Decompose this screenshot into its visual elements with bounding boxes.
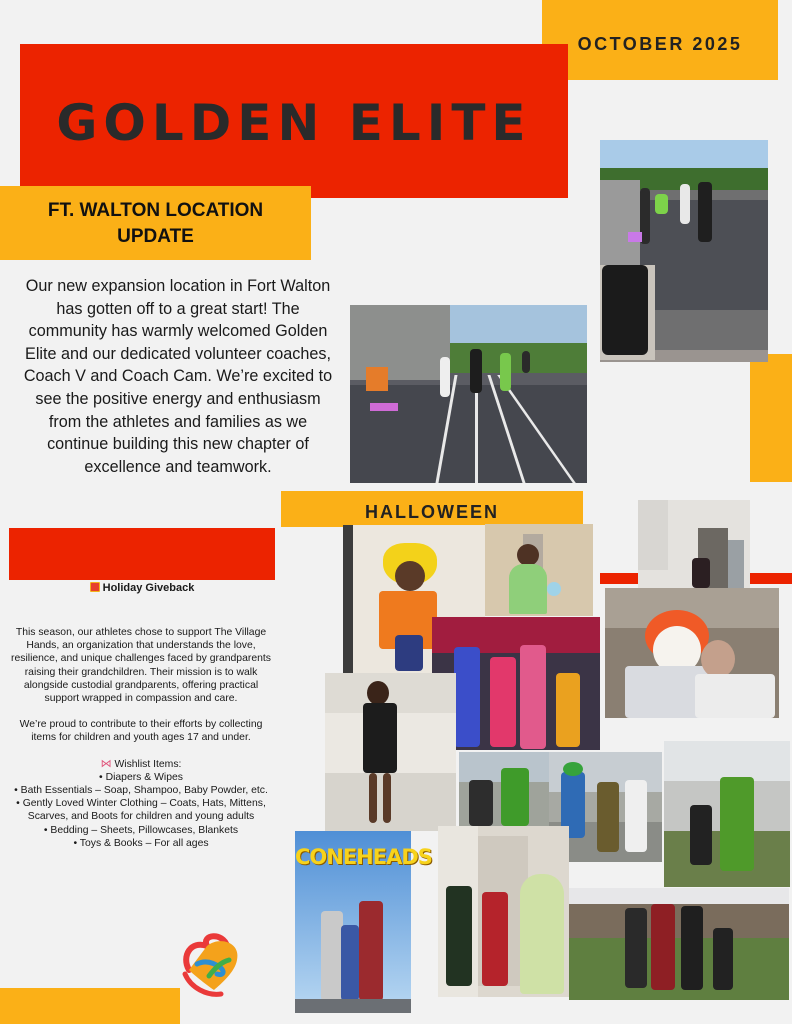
giveback-content <box>7 626 275 850</box>
ftwalton-heading-line1: FT. WALTON LOCATION <box>47 200 264 221</box>
giveback-paragraph-2: We’re proud to contribute to their efforts by collecting items for children and youth ages 17 and under. <box>19 719 263 744</box>
track-photo-top-right <box>600 140 768 362</box>
gift-icon <box>90 582 100 592</box>
ftwalton-heading <box>0 198 311 250</box>
issue-date: OCTOBER 2025 <box>577 34 743 54</box>
ftwalton-body: Our new expansion location in Fort Walton has gotten off to a great start! The community has warmly welcomed Golden Elite and our dedicated volunteer coaches, Coach V and Coach Cam. We’re excited to see the positive energy and enthusiasm from the athletes and families as we continue building this new chapter of excellence and teamwork. <box>23 277 333 476</box>
costume-photo-kitchen <box>638 500 750 588</box>
wishlist-item: • Toys & Books – For all ages <box>73 837 209 849</box>
newsletter-title: GOLDEN ELITE <box>56 94 532 152</box>
bow-icon: ⋈ <box>100 757 112 770</box>
coneheads-poster <box>295 831 432 1013</box>
bottom-accent-block <box>0 988 180 1024</box>
poster-title: CONEHEADS <box>295 845 432 869</box>
village-hands-logo <box>177 926 251 1000</box>
costume-photo-outdoor <box>664 741 790 887</box>
giveback-heading-label: Holiday Giveback <box>102 582 195 594</box>
track-photo-middle <box>350 305 587 483</box>
costume-photo-doorway <box>438 826 569 997</box>
giveback-paragraph-1: This season, our athletes chose to support The Village Hands, an organization that understands the love, resilience, and unique challenges faced by grandparents raising their grandchildren. Their mission is to walk alongside custodial grandparents, offering practical support wrapped in compassion and care. <box>11 627 271 705</box>
ftwalton-heading-line2: UPDATE <box>117 226 194 247</box>
wishlist-item: • Gently Loved Winter Clothing – Coats, Hats, Mittens, Scarves, and Boots for children and young adults <box>16 798 266 823</box>
costume-photo-power-rangers <box>432 617 600 750</box>
wishlist-item: • Bedding – Sheets, Pillowcases, Blankets <box>43 824 239 836</box>
costume-photo-black-dress <box>325 673 456 831</box>
wishlist-item: • Bath Essentials – Soap, Shampoo, Baby Powder, etc. <box>14 785 268 797</box>
costume-photo-princess <box>485 524 593 616</box>
right-accent-block <box>750 354 792 482</box>
giveback-banner <box>9 528 275 580</box>
halloween-heading: HALLOWEEN <box>365 502 499 522</box>
costume-photo-yard <box>569 888 789 1000</box>
giveback-heading <box>9 582 275 594</box>
wishlist-heading-label: Wishlist Items: <box>114 758 182 770</box>
wishlist-item: • Diapers & Wipes <box>99 771 183 783</box>
costume-photo-green-suit <box>459 752 549 826</box>
wishlist-heading <box>7 758 275 771</box>
costume-photo-clown <box>605 588 779 718</box>
